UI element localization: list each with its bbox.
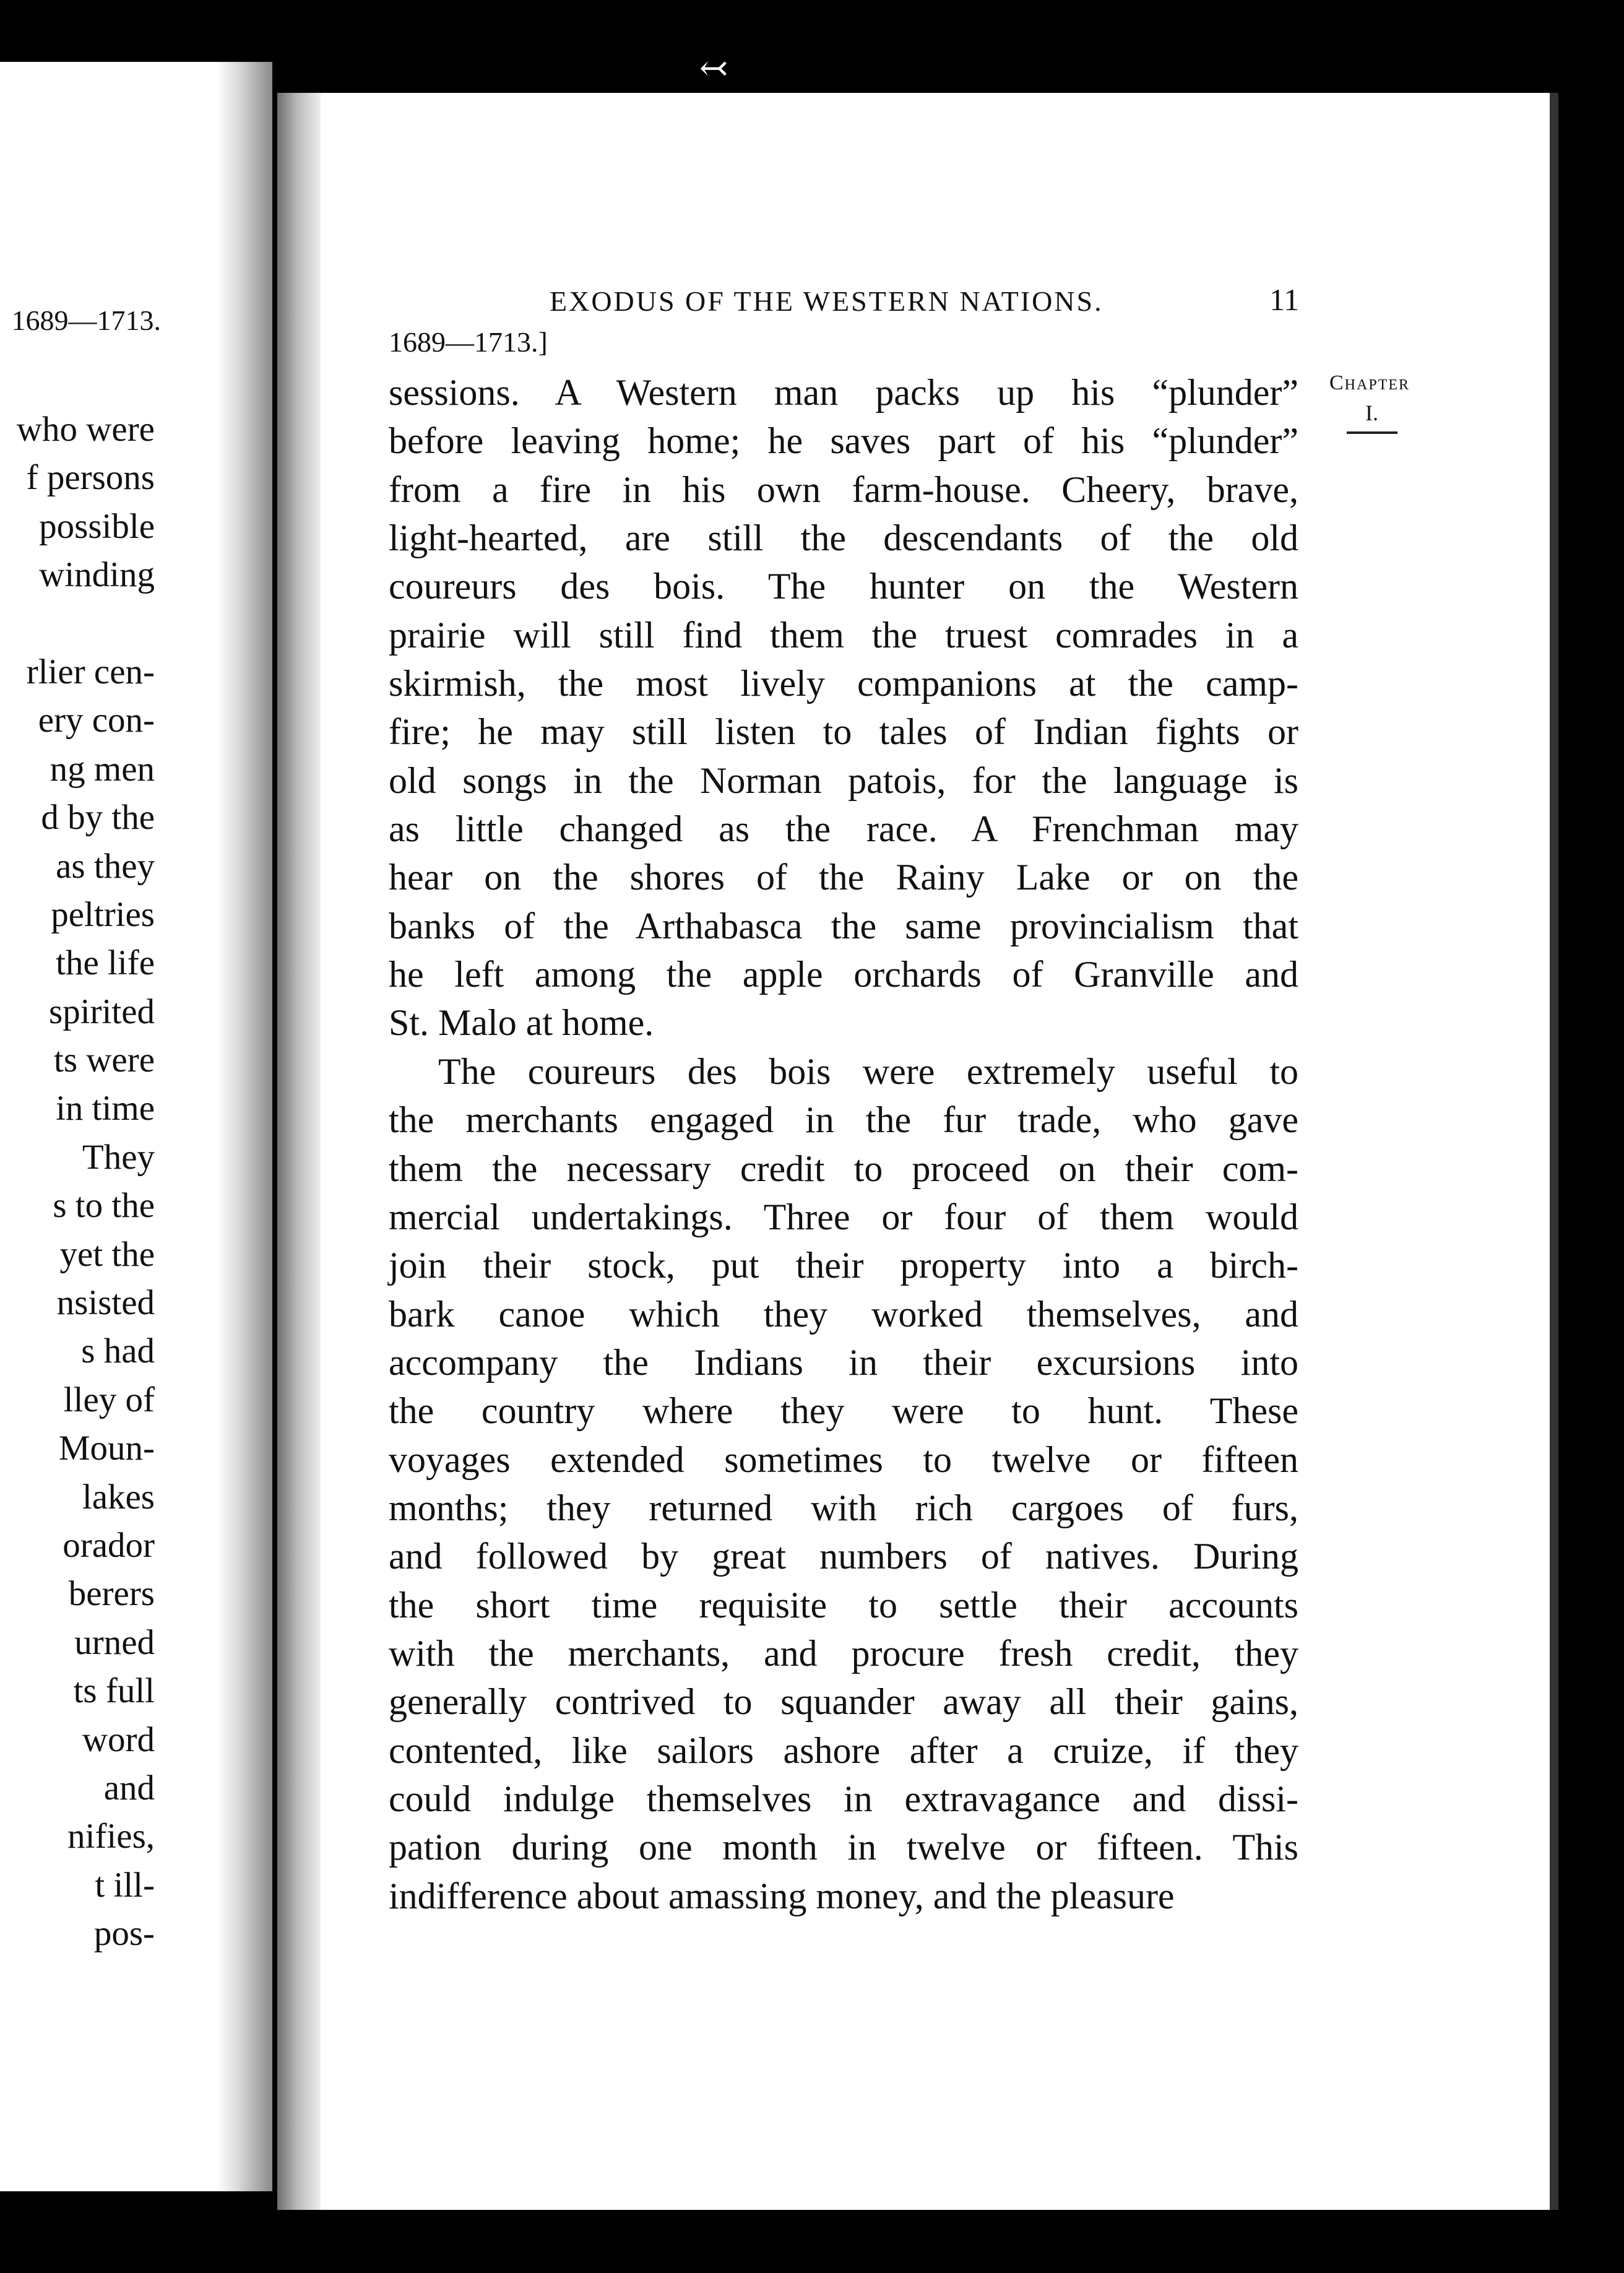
side-note-rule [1347,431,1397,434]
left-text-line: as they [56,846,155,886]
text-line: light-hearted, are still the descendants of the old [389,517,1298,559]
text-line: join their stock, put their property into a birch- [389,1245,1298,1286]
left-text-line: f persons [26,458,155,498]
text-line: generally contrived to squander away all their gains, [389,1681,1298,1723]
page-number: 11 [1269,282,1300,317]
left-text-line: lakes [82,1477,155,1517]
left-text-line: berers [68,1574,155,1614]
left-text-line: in time [56,1089,155,1128]
text-line: accompany the Indians in their excursions into [389,1341,1298,1383]
text-line: St. Malo at home. [389,1002,654,1044]
text-line: the merchants engaged in the fur trade, who gave [389,1099,1298,1141]
body-text [389,368,1298,1920]
left-text-line: ts were [53,1041,155,1080]
text-line: skirmish, the most lively companions at the camp- [389,663,1298,704]
text-line: old songs in the Norman patois, for the language is [389,760,1298,801]
text-line: mercial undertakings. Three or four of them would [389,1196,1298,1237]
left-text-line: nifies, [67,1817,155,1856]
text-line: pation during one month in twelve or fifteen. This [389,1827,1298,1868]
left-text-line: urned [74,1622,155,1662]
left-page-text [0,405,155,1959]
left-text-line: the life [56,943,155,983]
left-facing-page [0,62,272,2191]
left-text-line: peltries [51,894,155,934]
left-text-line: s had [81,1331,155,1371]
text-line: sessions. A Western man packs up his “plunder” [389,372,1298,413]
left-text-line: ts full [73,1671,155,1711]
left-text-line: orador [63,1525,155,1565]
text-line: the short time requisite to settle their accounts [389,1584,1298,1626]
page-edge [1550,93,1558,2210]
text-line: The coureurs des bois were extremely useful to [438,1050,1298,1092]
left-text-line: pos- [93,1914,155,1954]
text-line: prairie will still find them the truest comrades in a [389,614,1298,656]
left-text-line: t ill- [95,1865,155,1905]
left-text-line: lley of [63,1380,155,1419]
text-line: he left among the apple orchards of Granville and [389,954,1298,995]
text-line: voyages extended sometimes to twelve or fifteen [389,1439,1298,1480]
text-line: bark canoe which they worked themselves, and [389,1293,1298,1335]
text-line: coureurs des bois. The hunter on the Western [389,566,1298,607]
left-text-line: Moun- [58,1429,155,1468]
left-text-line [0,600,155,648]
running-title: EXODUS OF THE WESTERN NATIONS. [550,285,1104,317]
text-line: as little changed as the race. A Frenchman may [389,808,1298,850]
text-line: before leaving home; he saves part of his “plunder” [389,420,1298,462]
side-note-chapter-label: Chapter [1329,371,1410,394]
text-line: and followed by great numbers of natives. During [389,1536,1298,1577]
date-range: 1689—1713.] [389,326,548,358]
text-line: fire; he may still listen to tales of Indian fights or [389,711,1298,753]
left-text-line: and [103,1768,155,1808]
text-line: them the necessary credit to proceed on their com- [389,1148,1298,1189]
text-line: indifference about amassing money, and the pleasure [389,1875,1175,1916]
text-line: contented, like sailors ashore after a cruize, if they [389,1730,1298,1771]
text-line: could indulge themselves in extravagance and dissi- [389,1778,1298,1819]
left-text-line: possible [39,506,155,546]
left-text-line: ery con- [38,701,155,740]
left-page-gutter-shadow [217,62,272,2191]
text-line: from a fire in his own farm-house. Cheery, brave, [389,469,1298,510]
text-line: the country where they were to hunt. These [389,1390,1298,1432]
left-text-line: d by the [41,798,155,838]
text-line: banks of the Arthabasca the same provincialism that [389,905,1298,946]
binding-shadow [277,93,321,2210]
left-text-line: rlier cen- [26,652,155,691]
left-text-line: word [82,1720,155,1759]
left-text-line: spirited [49,992,155,1031]
left-text-line: who were [16,410,155,449]
text-line: hear on the shores of the Rainy Lake or on the [389,857,1298,898]
left-text-line: ng men [50,749,155,789]
left-text-line: s to the [53,1186,155,1226]
text-line: months; they returned with rich cargoes of furs, [389,1487,1298,1528]
left-running-head: 1689—1713. [11,305,161,336]
text-line: with the merchants, and procure fresh credit, they [389,1632,1298,1674]
scan-mark: ↢ [699,50,728,88]
side-note-chapter-number: I. [1365,400,1378,425]
left-text-line: winding [39,555,155,595]
left-text-line: yet the [59,1234,155,1274]
left-text-line: They [82,1137,155,1177]
main-page [277,93,1558,2210]
left-text-line: nsisted [56,1283,155,1323]
